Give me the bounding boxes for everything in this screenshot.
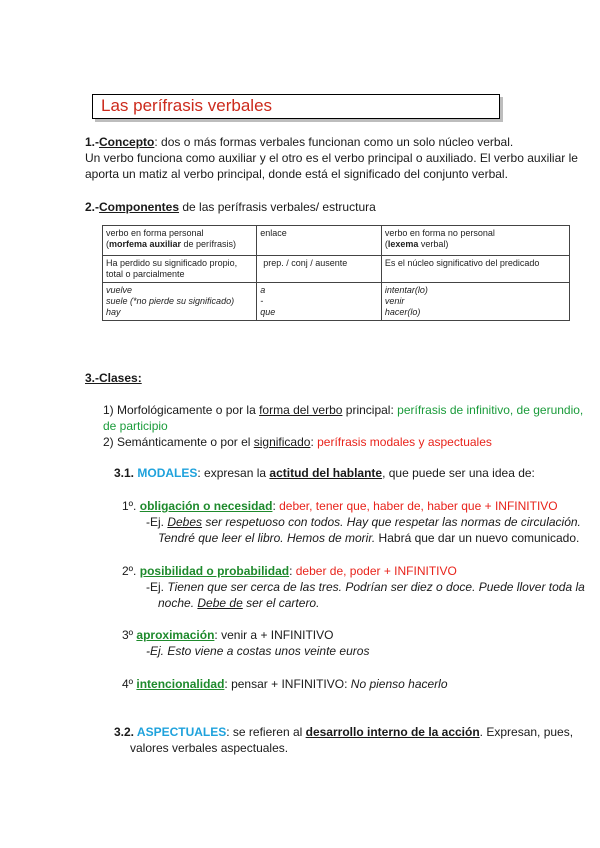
cell-text: que [260,307,276,317]
page-title: Las perífrasis verbales [101,96,273,115]
modal-1-example-cont: Tendré que leer el libro. Hemos de morir. Habrá que dar un nuevo comunicado. [158,531,580,545]
cell-text: Ha perdido su significado propio, [106,258,238,268]
aspectuales-heading: ASPECTUALES [136,725,227,739]
cell-text: prep. / conj / ausente [263,258,348,268]
modales-heading-line: 3.1. MODALES: expresan la actitud del hablante, que puede ser una idea de: [114,466,535,480]
concepto-num: 1.- [85,135,100,149]
modal-2-line: 2º. posibilidad o probabilidad: deber de, poder + INFINITIVO [122,564,457,578]
modal-3-line: 3º aproximación: venir a + INFINITIVO [122,628,334,642]
table-cell [381,283,569,321]
cell-text: intentar(lo) [384,285,428,295]
table-cell [103,283,257,321]
modal-1-heading: obligación o necesidad [139,499,273,513]
clases-heading: 3.-Clases: [85,371,142,385]
modal-1-line: 1º. obligación o necesidad: deber, tener que, haber de, haber que + INFINITIVO [122,499,558,513]
cell-text: verbo en forma no personal [384,228,495,238]
cell-text: suele (*no pierde su significado) [106,296,235,306]
componentes-heading-line [85,199,376,215]
cell-text: total o parcialmente [106,269,185,279]
aspectuales-heading-line: 3.2. ASPECTUALES: se refieren al desarrollo interno de la acción. Expresan, pues, [114,725,574,739]
clases-item2: 2) Semánticamente o por el significado: perífrasis modales y aspectuales [103,435,492,449]
table-row [103,256,570,283]
table-cell [103,226,257,256]
table-cell [381,256,569,283]
cell-text: - [260,296,264,306]
clases-item1-cont: de participio [103,419,168,433]
modal-2-example: -Ej. Tienen que ser cerca de las tres. Podrían ser diez o doce. Puede llover toda la [146,580,585,594]
modal-3-example: -Ej. Esto viene a costas unos veinte euros [146,644,370,658]
cell-text: enlace [260,228,287,238]
table-cell [257,283,382,321]
table-cell [257,256,382,283]
cell-text: a [260,285,266,295]
table-cell [257,226,382,256]
modal-3-heading: aproximación [136,628,215,642]
cell-text: hacer(lo) [384,307,421,317]
title-box [92,94,500,119]
table-cell [381,226,569,256]
modal-4-heading: intencionalidad [136,677,225,691]
cell-text: vuelve [106,285,133,295]
concepto-line3: aporta un matiz al verbo principal, donde está el significado del conjunto verbal. [85,167,508,181]
modales-heading: MODALES [137,466,198,480]
componentes-heading: Componentes [99,200,180,214]
cell-text: Es el núcleo significativo del predicado [384,258,540,268]
modal-2-example-cont: noche. Debe de ser el cartero. [158,596,320,610]
table-cell [103,256,257,283]
clases-item1: 1) Morfológicamente o por la forma del verbo principal: perífrasis de infinitivo, de gerundio, [103,403,584,417]
componentes-table [102,225,570,321]
cell-text: venir [384,296,405,306]
cell-text: verbo en forma personal [106,228,204,238]
cell-text: (morfema auxiliar de perífrasis) [106,239,237,249]
table-row [103,283,570,321]
componentes-text: de las perífrasis verbales/ estructura [179,200,376,214]
concepto-text: : dos o más formas verbales funcionan como un solo núcleo verbal. [154,135,514,149]
table-row [103,226,570,256]
cell-text: hay [106,307,121,317]
componentes-num: 2.- [85,200,100,214]
concepto-heading: Concepto [99,135,155,149]
modal-2-heading: posibilidad o probabilidad [139,564,290,578]
cell-text: (lexema verbal) [384,239,449,249]
modal-1-example: -Ej. Debes ser respetuoso con todos. Hay que respetar las normas de circulación. [146,515,581,529]
concepto-line1 [85,134,513,150]
aspectuales-line2: valores verbales aspectuales. [130,741,289,755]
modal-4-line: 4º intencionalidad: pensar + INFINITIVO: No pienso hacerlo [122,677,448,691]
concepto-line2: Un verbo funciona como auxiliar y el otro es el verbo principal o auxiliado. El verbo auxiliar le [85,151,578,165]
